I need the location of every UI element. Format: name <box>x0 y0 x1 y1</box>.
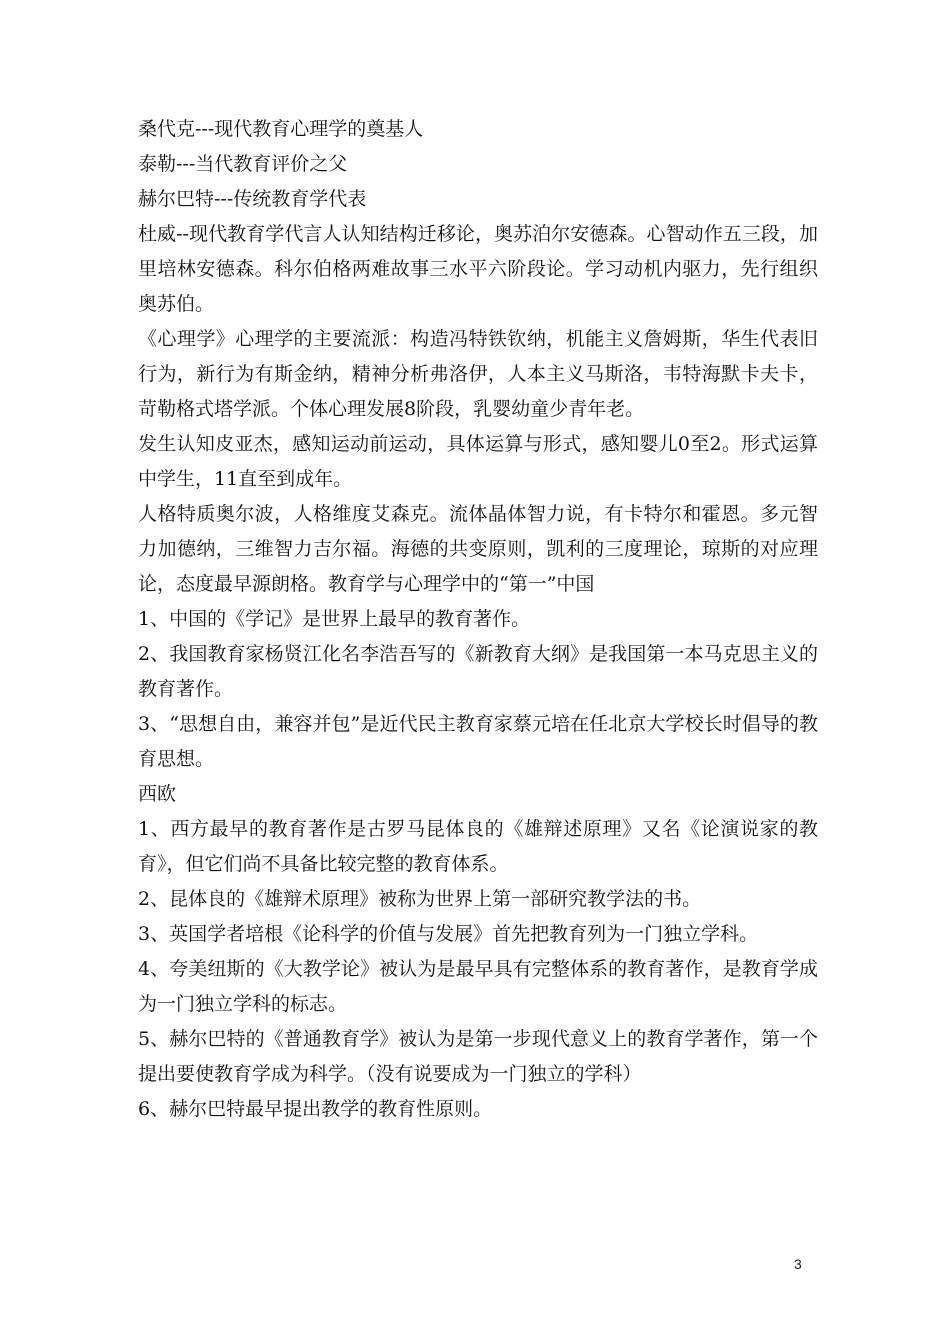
section-heading-west: 西欧 <box>138 783 177 805</box>
paragraph-thorndike: 桑代克---现代教育心理学的奠基人 <box>138 118 424 140</box>
list-item-china-2: 2、我国教育家杨贤江化名李浩吾写的《新教育大纲》是我国第一本马克思主义的教育著作。 <box>138 643 818 700</box>
document-body <box>138 112 818 1127</box>
paragraph-herbart: 赫尔巴特---传统教育学代表 <box>138 188 367 210</box>
paragraph-piaget: 发生认知皮亚杰，感知运动前运动，具体运算与形式，感知婴儿0至2。形式运算中学生，11直至到成年。 <box>138 433 818 490</box>
list-item-west-2: 2、昆体良的《雄辩术原理》被称为世界上第一部研究教学法的书。 <box>138 888 702 910</box>
list-item-west-6: 6、赫尔巴特最早提出教学的教育性原则。 <box>138 1098 493 1120</box>
paragraph-dewey: 杜威--现代教育学代言人认知结构迁移论，奥苏泊尔安德森。心智动作五三段，加里培林安德森。科尔伯格两难故事三水平六阶段论。学习动机内驱力，先行组织奥苏伯。 <box>138 223 818 315</box>
paragraph-personality: 人格特质奥尔波，人格维度艾森克。流体晶体智力说，有卡特尔和霍恩。多元智力加德纳，三维智力吉尔福。海德的共变原则，凯利的三度理论，琼斯的对应理论，态度最早源朗格。教育学与心理学中的“第一”中国 <box>138 503 818 595</box>
list-item-west-4: 4、夸美纽斯的《大教学论》被认为是最早具有完整体系的教育著作，是教育学成为一门独立学科的标志。 <box>138 958 818 1015</box>
list-item-west-3: 3、英国学者培根《论科学的价值与发展》首先把教育列为一门独立学科。 <box>138 923 759 945</box>
list-item-china-3: 3、“思想自由，兼容并包”是近代民主教育家蔡元培在任北京大学校长时倡导的教育思想。 <box>138 713 818 770</box>
paragraph-psychology-schools: 《心理学》心理学的主要流派：构造冯特铁钦纳，机能主义詹姆斯，华生代表旧行为，新行为有斯金纳，精神分析弗洛伊，人本主义马斯洛，韦特海默卡夫卡，苛勒格式塔学派。个体心理发展8阶段，乳婴幼童少青年老。 <box>138 328 818 420</box>
paragraph-tyler: 泰勒---当代教育评价之父 <box>138 153 348 175</box>
page-number: 3 <box>794 1256 802 1272</box>
list-item-west-5: 5、赫尔巴特的《普通教育学》被认为是第一步现代意义上的教育学著作，第一个提出要使教育学成为科学。（没有说要成为一门独立的学科） <box>138 1028 818 1085</box>
list-item-west-1: 1、西方最早的教育著作是古罗马昆体良的《雄辩述原理》又名《论演说家的教育》，但它们尚不具备比较完整的教育体系。 <box>138 818 818 875</box>
list-item-china-1: 1、中国的《学记》是世界上最早的教育著作。 <box>138 608 531 630</box>
